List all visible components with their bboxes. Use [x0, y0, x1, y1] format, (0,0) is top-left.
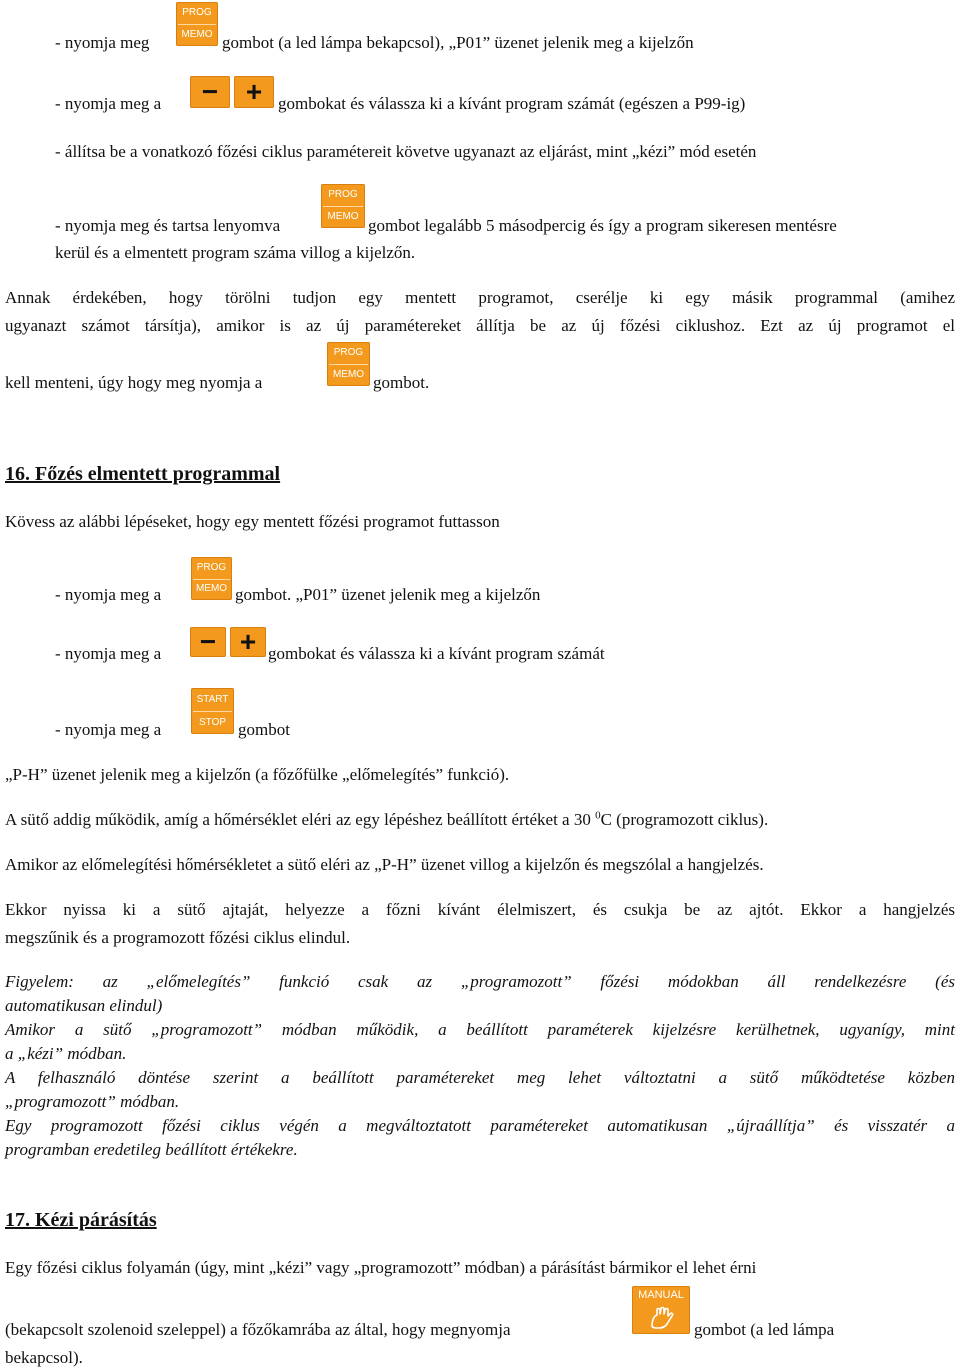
stop-label: STOP: [198, 716, 227, 728]
prog-memo-button: [321, 184, 365, 228]
memo-label: MEMO: [195, 583, 228, 595]
note-line: A felhasználó döntése szerint a beállított paramétereket meg lehet változtatni a sütő működtetése közben: [5, 1068, 955, 1087]
prog-memo-button: [327, 342, 370, 386]
paragraph-line: Ekkor nyissa ki a sütő ajtaját, helyezze a főzni kívánt élelmiszert, és csukja be az ajtót. Ekkor a hangjelzés: [5, 900, 955, 919]
prog-label: PROG: [196, 561, 227, 573]
prog-memo-button: [191, 557, 232, 600]
start-stop-button: [191, 688, 234, 734]
step-text: gombot: [238, 720, 290, 739]
step-text: gombot (a led lámpa bekapcsol), „P01” üzenet jelenik meg a kijelzőn: [222, 33, 694, 52]
note-line: Amikor a sütő „programozott” módban működik, a beállított paraméterek kijelzésre kerülhetnek, ugyanígy, mint: [5, 1020, 955, 1039]
steam-hand-icon: [648, 1306, 674, 1330]
step-text: gombokat és válassza ki a kívánt program számát (egészen a P99-ig): [278, 94, 746, 113]
minus-plus-buttons: [190, 76, 274, 108]
step-text: - nyomja meg a: [55, 720, 162, 739]
step-text: - állítsa be a vonatkozó főzési ciklus paramétereit követve ugyanazt az eljárást, mint „kézi” mód esetén: [55, 142, 757, 161]
step-text: - nyomja meg a: [55, 585, 162, 604]
paragraph-line: Annak érdekében, hogy törölni tudjon egy mentett programot, cserélje ki egy másik programmal (amihez: [5, 288, 955, 307]
start-label: START: [196, 693, 229, 705]
note-line: „programozott” módban.: [5, 1092, 180, 1111]
temperature-unit-text: C (programozott ciklus).: [600, 810, 769, 829]
degree-sup: 0: [595, 809, 601, 822]
paragraph-line: gombot.: [373, 373, 430, 392]
section-intro: Kövess az alábbi lépéseket, hogy egy mentett főzési programot futtasson: [5, 512, 500, 531]
minus-icon: −: [190, 627, 226, 657]
step-text: gombokat és válassza ki a kívánt program számát: [268, 644, 605, 663]
temperature-text: A sütő addig működik, amíg a hőmérséklet eléri az egy lépéshez beállított értéket a 30: [5, 810, 591, 829]
note-line: programban eredetileg beállított értékekre.: [5, 1140, 298, 1159]
step-text: gombot legalább 5 másodpercig és így a program sikeresen mentésre: [368, 216, 837, 235]
minus-plus-buttons: [190, 627, 266, 657]
paragraph-line: bekapcsol).: [5, 1348, 83, 1367]
paragraph-line: Egy főzési ciklus folyamán (úgy, mint „kézi” vagy „programozott” módban) a párásítást bármikor el lehet érni: [5, 1258, 757, 1277]
paragraph-line: gombot (a led lámpa: [694, 1320, 835, 1339]
plus-icon: +: [234, 76, 274, 108]
prog-memo-button: [176, 2, 218, 46]
paragraph-line: (bekapcsolt szolenoid szeleppel) a főzőkamrába az által, hogy megnyomja: [5, 1320, 511, 1339]
section-16-heading: 16. Főzés elmentett programmal: [5, 463, 281, 485]
section-17-heading: 17. Kézi párásítás: [5, 1209, 157, 1231]
note-line: a „kézi” módban.: [5, 1044, 127, 1063]
note-line: Egy programozott főzési ciklus végén a megváltoztatott paramétereket automatikusan „újraállítja” és visszatér a: [5, 1116, 955, 1135]
step-text: kerül és a elmentett program száma villog a kijelzőn.: [55, 243, 416, 262]
step-text: - nyomja meg: [55, 33, 150, 52]
memo-label: MEMO: [332, 369, 365, 380]
paragraph-line: kell menteni, úgy hogy meg nyomja a: [5, 373, 263, 392]
step-text: - nyomja meg és tartsa lenyomva: [55, 216, 281, 235]
step-text: - nyomja meg a: [55, 644, 162, 663]
paragraph-line: megszűnik és a programozott főzési ciklus elindul.: [5, 928, 351, 947]
note-line: automatikusan elindul): [5, 996, 163, 1015]
note-line: Figyelem: az „előmelegítés” funkció csak az „programozott” főzési módokban áll rendelkezésre (és: [5, 972, 955, 991]
temperature-line: [5, 808, 768, 832]
paragraph-line: ugyanazt számot társítja), amikor is az új paramétereket állítja be az új főzési ciklushoz. Ezt az új programot el: [5, 316, 955, 335]
preheat-line: Amikor az előmelegítési hőmérsékletet a sütő eléri az „P-H” üzenet villog a kijelzőn és megszólal a hangjelzés.: [5, 855, 764, 874]
memo-label: MEMO: [327, 211, 359, 222]
prog-label: PROG: [328, 189, 358, 200]
prog-label: PROG: [182, 7, 212, 18]
ph-message: „P-H” üzenet jelenik meg a kijelzőn (a főzőfülke „előmelegítés” funkció).: [5, 765, 510, 784]
minus-icon: −: [190, 76, 230, 108]
manual-button: [632, 1286, 690, 1334]
step-text: gombot. „P01” üzenet jelenik meg a kijelzőn: [235, 585, 541, 604]
prog-label: PROG: [333, 347, 364, 358]
manual-label: MANUAL: [638, 1289, 684, 1301]
step-text: - nyomja meg a: [55, 94, 162, 113]
memo-label: MEMO: [181, 29, 213, 40]
plus-icon: +: [230, 627, 266, 657]
